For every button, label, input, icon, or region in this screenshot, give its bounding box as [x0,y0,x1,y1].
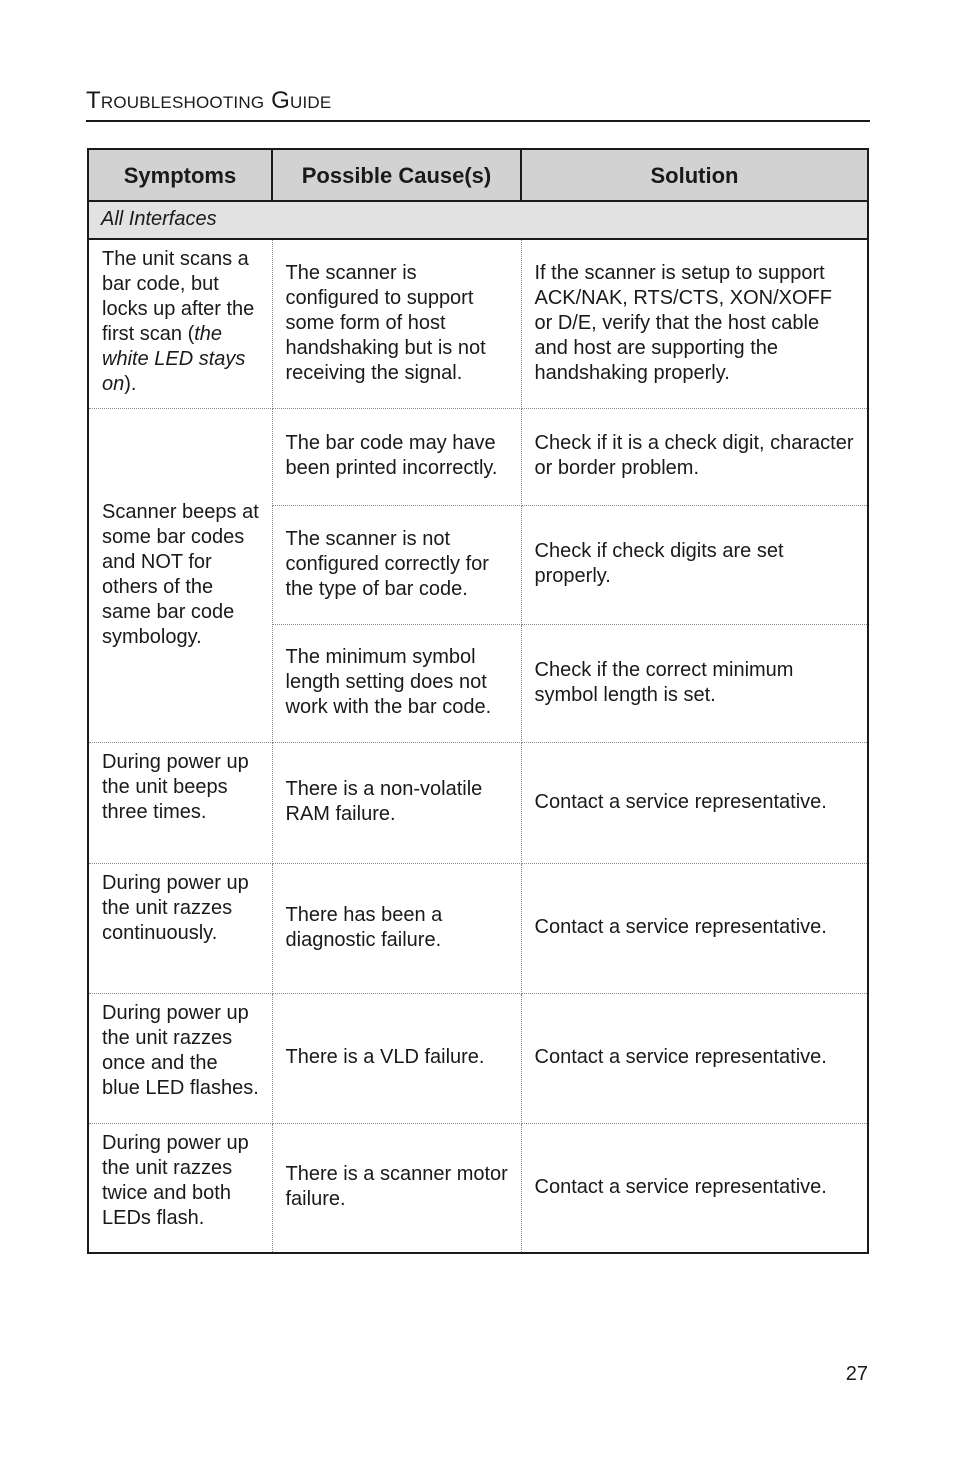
symptom-cell: During power up the unit razzes once and the blue LED flashes. [88,993,272,1123]
section-row [88,201,868,239]
solution-cell: Contact a service representative. [521,863,868,993]
cause-cell: The scanner is configured to support some form of host handshaking but is not receiving the signal. [272,239,521,408]
table-row [88,863,868,993]
symptom-text: The unit scans a bar code, but locks up after the first scan ( [102,248,255,345]
solution-cell: If the scanner is setup to support ACK/NAK, RTS/CTS, XON/XOFF or D/E, verify that the host cable and host are supporting the handshaking properly. [521,239,868,408]
solution-cell: Contact a service representative. [521,742,868,863]
symptom-text-suffix: ). [124,373,137,395]
troubleshooting-table [87,148,869,1254]
table-header-row [88,149,868,201]
cause-cell: There is a non-volatile RAM failure. [272,742,521,863]
symptom-text-italic: the white LED stays on [102,323,246,395]
cause-cell: The bar code may have been printed incorrectly. [272,408,521,505]
cause-cell: The minimum symbol length setting does not work with the bar code. [272,624,521,742]
symptom-cell [88,239,272,408]
table-row [88,1123,868,1253]
table-row [88,993,868,1123]
symptom-cell: During power up the unit razzes continuously. [88,863,272,993]
cause-cell: There is a scanner motor failure. [272,1123,521,1253]
solution-cell: Contact a service representative. [521,993,868,1123]
column-header-causes: Possible Cause(s) [272,149,521,201]
column-header-solution: Solution [521,149,868,201]
cause-cell: There is a VLD failure. [272,993,521,1123]
solution-cell: Contact a service representative. [521,1123,868,1253]
section-label: All Interfaces [88,201,868,239]
column-header-symptoms: Symptoms [88,149,272,201]
table-row [88,742,868,863]
solution-cell: Check if check digits are set properly. [521,505,868,624]
symptom-cell: During power up the unit razzes twice and both LEDs flash. [88,1123,272,1253]
symptom-cell: During power up the unit beeps three times. [88,742,272,863]
page-title: Troubleshooting Guide [86,87,332,114]
cause-cell: There has been a diagnostic failure. [272,863,521,993]
cause-cell: The scanner is not configured correctly for the type of bar code. [272,505,521,624]
table-row [88,408,868,505]
solution-cell: Check if the correct minimum symbol length is set. [521,624,868,742]
page-number: 27 [845,1363,868,1385]
symptom-cell: Scanner beeps at some bar codes and NOT for others of the same bar code symbology. [88,408,272,742]
solution-cell: Check if it is a check digit, character or border problem. [521,408,868,505]
page-header [86,86,870,122]
table-row [88,239,868,408]
